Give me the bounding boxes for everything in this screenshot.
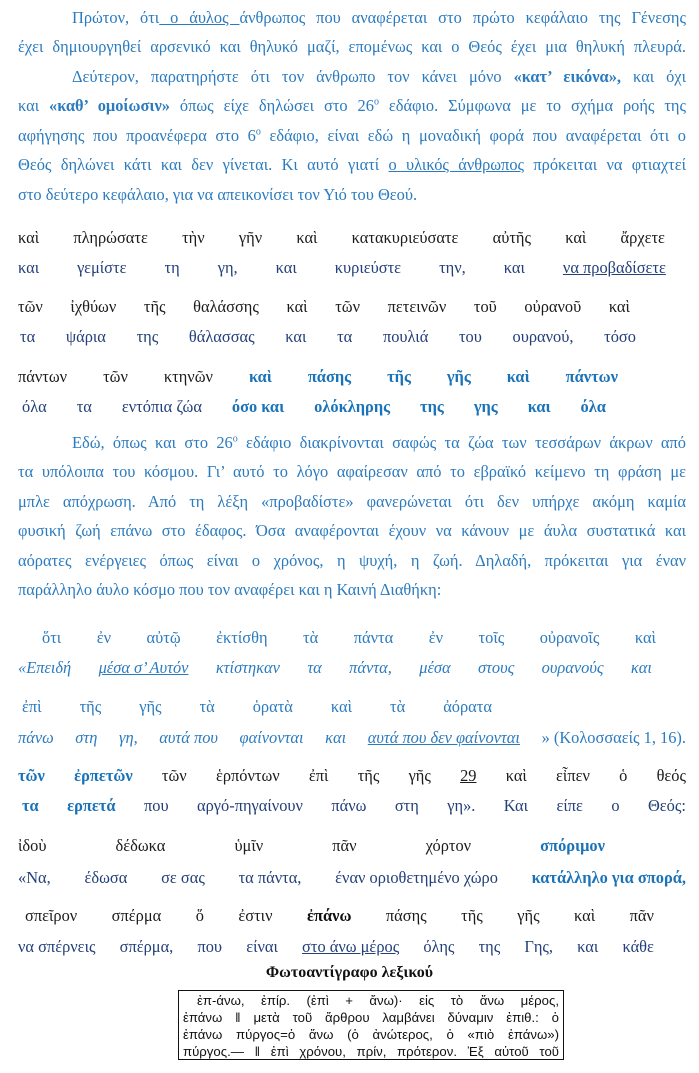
word: ὅ: [195, 906, 204, 925]
word: τῆς: [357, 766, 380, 785]
dictionary-line: ἐπάνω ‖ μετὰ τοῦ ἄρθρου λαμβάνει δύναμιν ἐπιθ.: ὁ: [183, 1010, 559, 1025]
word: σπέρμα: [111, 906, 162, 925]
superscript: ο: [255, 126, 261, 138]
word: εἶπεν: [556, 766, 590, 785]
text-line: [18, 460, 686, 484]
word: τῶν: [18, 766, 45, 785]
word: ἐκτίσθη: [216, 628, 268, 647]
modern-greek-row: [18, 726, 686, 750]
word: γῆς: [139, 697, 162, 716]
word: αυτά που: [159, 728, 218, 747]
word: αυτά που δεν φαίνονται: [367, 728, 520, 747]
word: και: [630, 658, 652, 677]
word: γῆς: [446, 367, 471, 386]
word: γη».: [447, 796, 476, 815]
text-span: Εδώ, όπως και στο 26: [72, 433, 233, 452]
word: τοῦ: [473, 297, 497, 316]
word: σπεῖρον: [25, 906, 78, 925]
word: αργό-πηγαίνουν: [197, 796, 303, 815]
text-span: άνθρωπος που αναφέρεται στο πρώτο κεφάλαιο της Γένεσης: [239, 8, 686, 27]
word: θεός: [656, 766, 686, 785]
word: οὐρανοῖς: [539, 628, 600, 647]
word: ερπετά: [67, 796, 116, 815]
word: αὐτῆς: [492, 228, 531, 247]
text-line: [18, 519, 686, 543]
word: του: [458, 327, 482, 346]
word: κάθε: [622, 937, 654, 956]
text-span: και όχι: [621, 67, 686, 86]
word: ὑμῖν: [234, 836, 264, 855]
word: ἐν: [428, 628, 444, 647]
word: αὐτῷ: [146, 628, 181, 647]
text-span: αόρατες ενέργειες όπως είναι ο χρόνος, η ψυχή, η ζωή. Δηλαδή, πρόκειται για έναν: [18, 551, 686, 570]
word: τὰ: [199, 697, 215, 716]
word: ἀόρατα: [443, 697, 492, 716]
word: τῆς: [79, 697, 102, 716]
word: πάντα,: [349, 658, 392, 677]
dictionary-line: πύργος.— ‖ ἐπὶ χρόνου, πρίν, πρότερον. Ἐξ αὐτοῦ τοῦ: [183, 1044, 559, 1059]
modern-greek-row: [18, 256, 666, 280]
word: ὁ: [619, 766, 628, 785]
word: ὅτι: [42, 628, 62, 647]
word: καὶ: [296, 228, 318, 247]
ancient-greek-row: [22, 695, 492, 719]
word: είναι: [246, 937, 278, 956]
word: έδωσα: [84, 868, 128, 887]
ancient-greek-row: [18, 764, 686, 788]
word: καὶ: [608, 297, 630, 316]
word: ολόκληρης: [314, 397, 391, 416]
text-line: [18, 94, 686, 118]
word: την,: [439, 258, 466, 277]
word: ἰδοὺ: [18, 836, 47, 855]
text-line: [18, 35, 686, 59]
word: μέσα: [419, 658, 451, 677]
word: πάνω: [18, 728, 54, 747]
word: τῶν: [161, 766, 187, 785]
word: μέσα σ’ Αυτόν: [98, 658, 189, 677]
word: και: [503, 258, 525, 277]
word: πᾶν: [629, 906, 654, 925]
word: τῆς: [387, 367, 411, 386]
word: καὶ: [634, 628, 656, 647]
word: και: [285, 327, 307, 346]
text-span: τα υπόλοιπα του κόσμου. Γι’ αυτό το λόγο αφαίρεσαν από το εβραϊκό κείμενο τη φράση με: [18, 462, 686, 481]
word: ἄρχετε: [620, 228, 665, 247]
word: σπόριμον: [540, 836, 605, 855]
text-span: φυσική ζωή επάνω στο έδαφος. Όσα αναφέρονται έχουν να κάνουν με άυλα συστατικά και: [18, 521, 686, 540]
word: » (Κολοσσαείς 1, 16).: [541, 728, 686, 747]
word: ἐπὶ: [308, 766, 329, 785]
word: γεμίστε: [77, 258, 127, 277]
text-span: Θεός δηλώνει κάτι και δεν γίνεται. Κι αυτό γιατί: [18, 155, 389, 174]
word: τα: [22, 796, 39, 815]
text-span: ο υλικός άνθρωπος: [388, 155, 525, 174]
word: καὶ: [330, 697, 352, 716]
ancient-greek-row: [42, 626, 656, 650]
ancient-greek-row: [25, 904, 654, 928]
text-span: πρόκειται να φτιαχτεί: [524, 155, 686, 174]
word: καὶ: [506, 367, 530, 386]
word: και: [577, 937, 599, 956]
modern-greek-row: [18, 866, 686, 890]
word: στους: [477, 658, 515, 677]
text-span: όπως είχε δηλώσει στο 26: [169, 96, 374, 115]
word: σε σας: [161, 868, 205, 887]
word: τῶν: [103, 367, 128, 386]
word: φαίνονται: [239, 728, 304, 747]
dictionary-caption: Φωτοαντίγραφο λεξικού: [265, 964, 434, 981]
word: και: [275, 258, 297, 277]
word: ουρανούς: [541, 658, 604, 677]
word: της: [136, 327, 159, 346]
modern-greek-row: [18, 656, 652, 680]
text-span: αφήγησης που προανέφερα στο 6: [18, 126, 256, 145]
word: γῆς: [408, 766, 431, 785]
text-line: [18, 124, 686, 148]
word: πάνω: [331, 796, 367, 815]
superscript: ο: [373, 96, 379, 108]
word: ἐπάνω: [306, 906, 352, 925]
word: τῶν: [18, 297, 43, 316]
ancient-greek-row: [18, 226, 665, 250]
word: εντόπια ζώα: [121, 397, 202, 416]
word: ἐστιν: [238, 906, 273, 925]
word: τα πάντα,: [238, 868, 302, 887]
word: κατακυριεύσατε: [351, 228, 459, 247]
word: πάντων: [565, 367, 618, 386]
word: οὐρανοῦ: [524, 297, 582, 316]
word: που: [197, 937, 223, 956]
ancient-greek-row: [18, 365, 618, 389]
text-span: εδάφιο, είναι εδώ η μοναδική φορά που αναφέρεται ότι ο: [260, 126, 686, 145]
word: ψάρια: [65, 327, 106, 346]
text-span: «κατ’ εικόνα»,: [513, 67, 621, 86]
text-line: [18, 490, 686, 514]
text-span: στο δεύτερο κεφάλαιο, για να απεικονίσει τον Υιό του Θεού.: [18, 185, 418, 204]
word: τα: [307, 658, 322, 677]
word: τῶν: [335, 297, 360, 316]
word: όλα: [22, 397, 47, 416]
text-line: [72, 431, 686, 455]
word: τόσο: [604, 327, 636, 346]
word: κυριεύστε: [334, 258, 402, 277]
word: κτηνῶν: [163, 367, 213, 386]
text-span: «καθ’ ομοίωσιν»: [49, 96, 170, 115]
text-span: και: [18, 96, 50, 115]
word: κτίστηκαν: [215, 658, 280, 677]
word: καὶ: [286, 297, 308, 316]
word: γῆς: [517, 906, 540, 925]
word: τὰ: [390, 697, 406, 716]
word: καὶ: [505, 766, 527, 785]
ancient-greek-row: [18, 295, 630, 319]
text-line: [18, 549, 686, 573]
word: θάλασσας: [188, 327, 255, 346]
word: χόρτον: [425, 836, 472, 855]
word: τῆς: [461, 906, 483, 925]
word: ἰχθύων: [70, 297, 117, 316]
word: κατάλληλο για σπορά,: [531, 868, 686, 887]
word: Θεός:: [647, 796, 686, 815]
word: καὶ: [18, 228, 40, 247]
text-span: παράλληλο άυλο κόσμο που τον αναφέρει και η Καινή Διαθήκη:: [18, 580, 442, 599]
word: καὶ: [248, 367, 272, 386]
word: ἐν: [96, 628, 112, 647]
modern-greek-row: [20, 325, 636, 349]
word: ἐπὶ: [22, 697, 42, 716]
dictionary-line: ἐπάνω πύργος=ὁ ἄνω (ὁ ἀνώτερος, ὁ «πιὸ ἐπάνω»): [183, 1027, 559, 1042]
word: γῆν: [238, 228, 263, 247]
word: όσο και: [231, 397, 285, 416]
dictionary-excerpt: [178, 990, 564, 1060]
word: τα: [337, 327, 353, 346]
word: τα: [76, 397, 92, 416]
text-line: [18, 578, 686, 602]
text-span: Πρώτον, ότι: [72, 8, 160, 27]
word: «Επειδή: [18, 658, 72, 677]
word: γη,: [118, 728, 138, 747]
word: και: [527, 397, 551, 416]
text-span: εδάφιο διακρίνονται σαφώς τα ζώα των τεσσάρων άκρων από: [237, 433, 686, 452]
word: και: [18, 258, 40, 277]
word: να σπέρνεις: [18, 937, 96, 956]
word: στη: [394, 796, 419, 815]
word: τὴν: [182, 228, 205, 247]
word: της: [478, 937, 501, 956]
word: καὶ: [565, 228, 587, 247]
word: θαλάσσης: [193, 297, 259, 316]
word: της: [420, 397, 444, 416]
word: ο: [611, 796, 620, 815]
word: όλα: [580, 397, 606, 416]
text-line: [72, 65, 686, 89]
word: πουλιά: [382, 327, 429, 346]
word: πληρώσατε: [73, 228, 148, 247]
word: και: [325, 728, 347, 747]
word: σπέρμα,: [119, 937, 174, 956]
text-span: μπλε απόχρωση. Από τη λέξη «προβαδίστε» φανερώνεται ότι δεν υπήρχε ακόμη καμία: [18, 492, 686, 511]
word: γη,: [217, 258, 238, 277]
text-line: [72, 6, 686, 30]
superscript: ο: [232, 433, 238, 445]
word: πάντων: [18, 367, 68, 386]
text-span: εδάφιο. Σύμφωνα με το σχήμα ροής της: [378, 96, 686, 115]
word: τοῖς: [478, 628, 505, 647]
word: πάντα: [353, 628, 394, 647]
word: έναν οριοθετημένο χώρο: [335, 868, 498, 887]
text-line: [18, 153, 686, 177]
word: τὰ: [303, 628, 319, 647]
ancient-greek-row: [18, 834, 605, 858]
text-span: ο άυλος: [159, 8, 240, 27]
dictionary-line: ἐπ-άνω, ἐπίρ. (ἐπὶ + ἄνω)· εἰς τὸ ἄνω μέρος,: [197, 993, 559, 1008]
word: είπε: [556, 796, 583, 815]
text-line: [18, 183, 686, 207]
word: στη: [75, 728, 98, 747]
word: δέδωκα: [115, 836, 166, 855]
word: τη: [164, 258, 180, 277]
word: τα: [20, 327, 36, 346]
word: να προβαδίσετε: [562, 258, 666, 277]
modern-greek-row: [22, 395, 606, 419]
word: πάσης: [307, 367, 352, 386]
word: ἐρπετῶν: [74, 766, 133, 785]
word: όλης: [423, 937, 455, 956]
word: Και: [503, 796, 529, 815]
word: ουρανού,: [512, 327, 574, 346]
modern-greek-row: [18, 935, 654, 959]
word: τῆς: [143, 297, 166, 316]
word: γης: [473, 397, 498, 416]
modern-greek-row: [22, 794, 686, 818]
word: που: [144, 796, 169, 815]
word: ἑρπόντων: [215, 766, 280, 785]
word: πάσης: [385, 906, 427, 925]
word: ὁρατὰ: [252, 697, 293, 716]
word: πᾶν: [332, 836, 357, 855]
word: Γης,: [524, 937, 554, 956]
word: πετεινῶν: [387, 297, 447, 316]
word: καὶ: [574, 906, 596, 925]
word: στο άνω μέρος: [302, 937, 400, 956]
text-span: έχει δημιουργηθεί αρσενικό και θηλυκό μαζί, επομένως και ο Θεός έχει μια θηλυκή πλευρά.: [18, 37, 686, 56]
text-span: Δεύτερον, παρατηρήστε ότι τον άνθρωπο τον κάνει μόνο: [72, 67, 514, 86]
word: 29: [460, 766, 477, 785]
word: «Να,: [18, 868, 51, 887]
